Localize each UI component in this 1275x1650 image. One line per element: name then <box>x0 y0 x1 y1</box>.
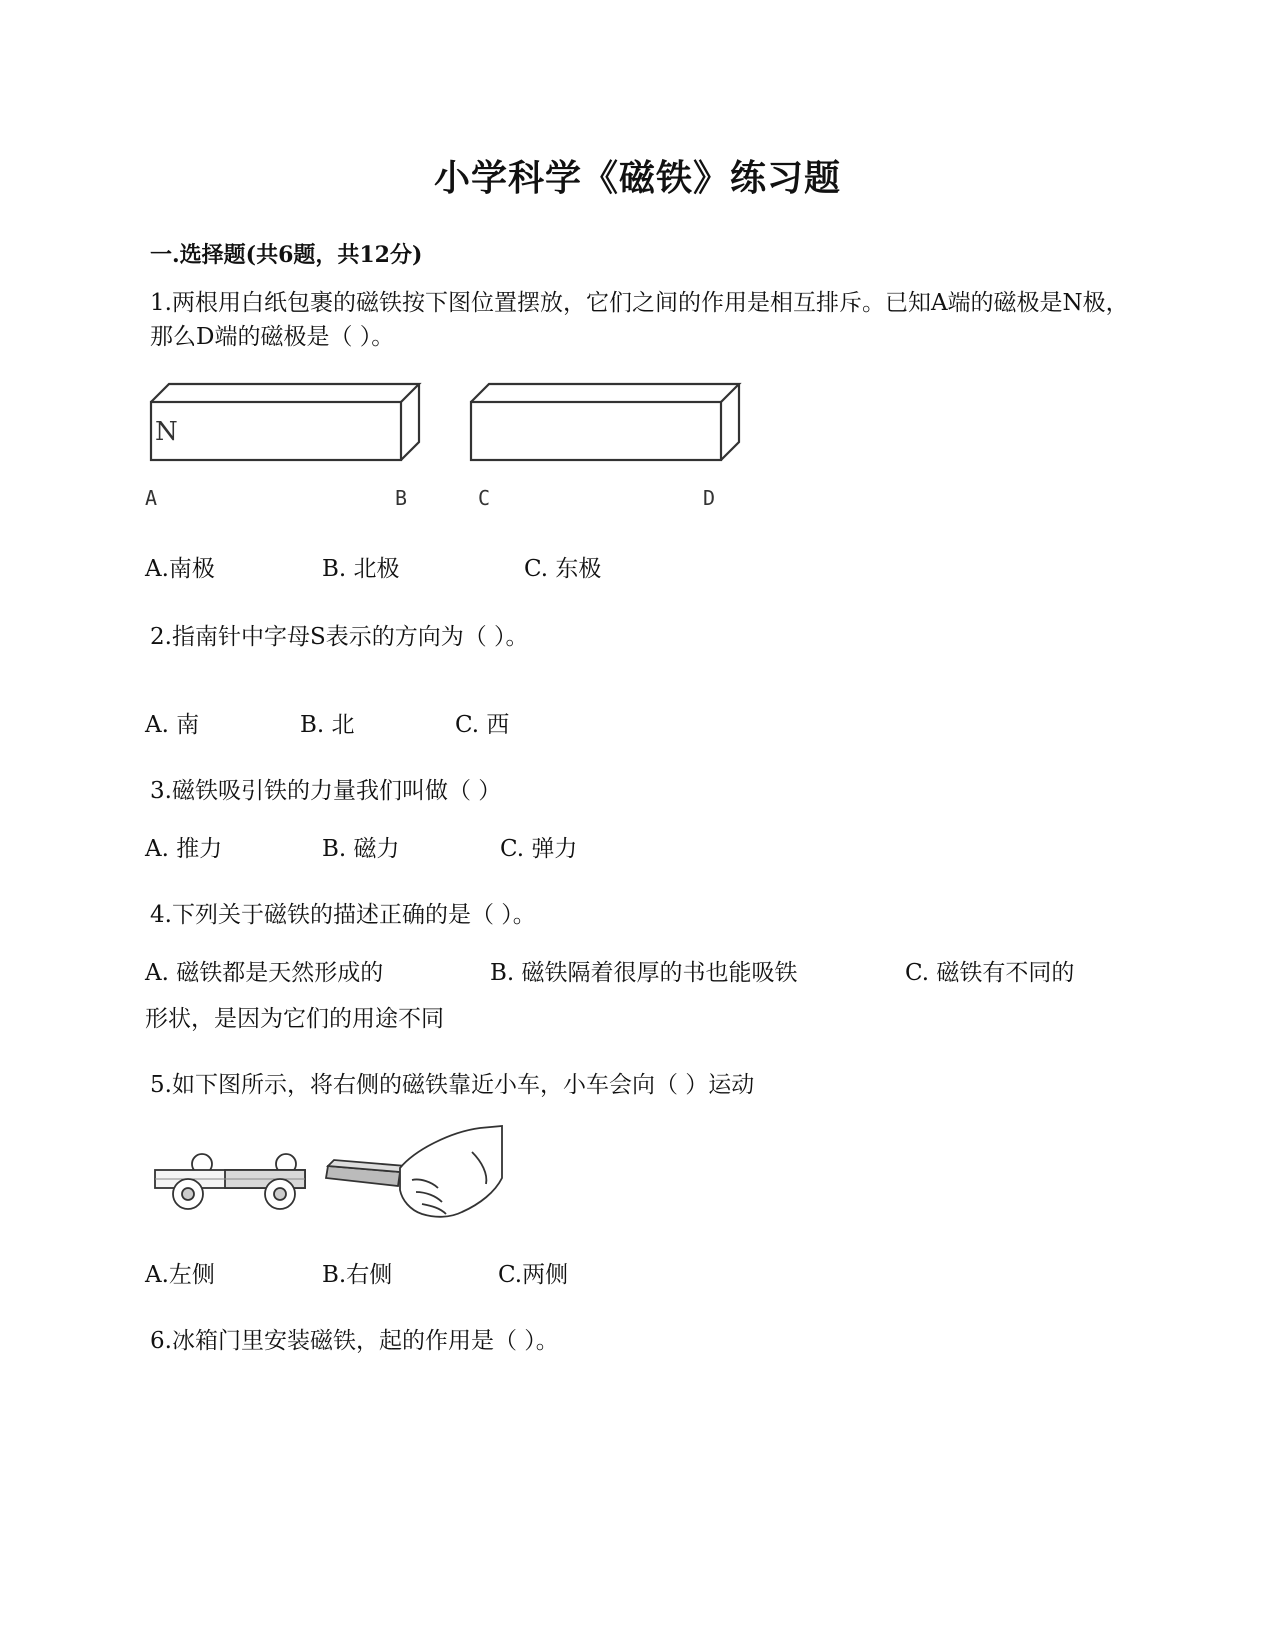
q1-option-a: A.南极 <box>145 556 215 582</box>
question-6: 6.冰箱门里安装磁铁，起的作用是（ ）。 <box>150 1328 559 1354</box>
q4-option-c-continued: 形状，是因为它们的用途不同 <box>145 1006 444 1032</box>
q1-option-c: C. 东极 <box>524 556 602 582</box>
question-1: 1.两根用白纸包裹的磁铁按下图位置摆放，它们之间的作用是相互排斥。已知A端的磁极是N极，那么D端的磁极是（ ）。 <box>150 290 1129 350</box>
q2-option-a: A. 南 <box>145 712 200 738</box>
magnet-ab-top <box>151 384 419 402</box>
q4-option-c: C. 磁铁有不同的 <box>905 960 1075 986</box>
magnet-ab-side <box>401 384 419 460</box>
q3-option-a: A. 推力 <box>145 836 223 862</box>
end-label-c: C <box>478 486 491 510</box>
question-2: 2.指南针中字母S表示的方向为（ ）。 <box>150 624 529 650</box>
magnet-ab-front <box>151 402 401 460</box>
question-5: 5.如下图所示，将右侧的磁铁靠近小车，小车会向（ ）运动 <box>150 1072 755 1098</box>
q2-option-c: C. 西 <box>455 712 510 738</box>
q3-option-c: C. 弹力 <box>500 836 578 862</box>
q1-option-b: B. 北极 <box>322 556 400 582</box>
q4-option-a: A. 磁铁都是天然形成的 <box>145 960 384 986</box>
magnet-figure <box>145 378 745 468</box>
q5-option-a: A.左侧 <box>145 1262 215 1288</box>
magnet-cd-top <box>471 384 739 402</box>
end-label-a: A <box>145 486 158 510</box>
question-3: 3.磁铁吸引铁的力量我们叫做（ ） <box>150 778 502 804</box>
page-title: 小学科学《磁铁》练习题 <box>433 157 841 199</box>
hand-with-magnet <box>326 1126 502 1217</box>
q4-option-b: B. 磁铁隔着很厚的书也能吸铁 <box>490 960 798 986</box>
end-label-b: B <box>395 486 408 510</box>
toy-car <box>155 1154 305 1209</box>
q2-option-b: B. 北 <box>300 712 355 738</box>
q5-option-b: B.右侧 <box>322 1262 393 1288</box>
q3-option-b: B. 磁力 <box>322 836 400 862</box>
magnet-cd-front <box>471 402 721 460</box>
magnet-cd-side <box>721 384 739 460</box>
section-heading: 一.选择题(共6题，共12分) <box>150 242 423 268</box>
q5-option-c: C.两侧 <box>498 1262 569 1288</box>
end-label-d: D <box>703 486 716 510</box>
pole-label-n: N <box>155 417 178 447</box>
car-magnet-figure <box>150 1122 510 1222</box>
question-4: 4.下列关于磁铁的描述正确的是（ ）。 <box>150 902 536 928</box>
